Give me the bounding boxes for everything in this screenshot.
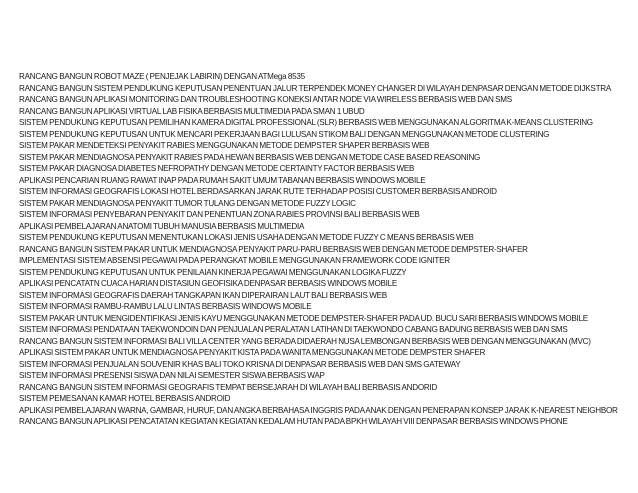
title-line: APLIKASI PENCARIAN RUANG RAWAT INAP PADA RUMAH SAKIT UMUM TABANAN BERBASIS WINDOWS MOBILE [19,175,426,185]
title-line: RANCANG BANGUN SISTEM INFORMASI GEOGRAFIS TEMPAT BERSEJARAH DI WILAYAH BALI BERBASIS ANDORID [19,382,438,392]
title-line: SISTEM PAKAR MENDIAGNOSA PENYAKIT RABIES PADA HEWAN BERBASIS WEB DENGAN METODE CASE BASED REASONING [19,152,481,162]
title-line: APLIKASI PEMBELAJARAN WARNA, GAMBAR, HURUF, DAN ANGKA BERBAHASA INGGRIS PADA ANAK DENGAN PENERAPAN KONSEP JARAK K-NEAREST NEIGHBOR [19,405,618,415]
title-line: APLIKASI PENCATATN CUACA HARIAN DISTASIUN GEOFISIKA DENPASAR BERBASIS WINDOWS MOBILE [19,279,398,289]
title-line: SISTEM PAKAR UNTUK MENGIDENTIFIKASI JENIS KAYU MENGGUNAKAN METODE DEMPSTER-SHAFER PADA UD. BUCU SARI BERBASIS WINDOWS MOBILE [19,313,588,323]
title-line: SISTEM INFORMASI PENDATAAN TAEKWONDOIN DAN PENJUALAN PERALATAN LATIHAN DI TAEKWONDO CABANG BADUNG BERBASIS WEB DAN SMS [19,325,568,335]
title-line: RANCANG BANGUN SISTEM PAKAR UNTUK MENDIAGNOSA PENYAKIT PARU-PARU BERBASIS WEB DENGAN METODE DEMPSTER-SHAFER [19,244,528,254]
title-line: IMPLEMENTASI SISTEM ABSENSI PEGAWAI PADA PERANGKAT MOBILE MENGGUNAKAN FRAMEWORK CODE IGNITER [19,256,450,266]
title-line: RANCANG BANGUN APLIKASI PENCATATAN KEGIATAN KEGIATAN KEDALAM HUTAN PADA BPKH WILAYAH VIII DENPASAR BERBASIS WINDOWS PHONE [19,417,568,427]
title-line: SISTEM PAKAR MENDETEKSI PENYAKIT RABIES MENGGUNAKAN METODE DEMPSTER SHAPER BERBASIS WEB [19,141,430,151]
title-line: SISTEM PENDUKUNG KEPUTUSAN PEMILIHAN KAMERA DIGITAL PROFESSIONAL (SLR) BERBASIS WEB MENGGUNAKAN ALGORITMA K-MEANS CLUSTERING [19,118,593,128]
title-line: APLIKASI SISTEM PAKAR UNTUK MENDIAGNOSA PENYAKIT KISTA PADA WANITA MENGGUNAKAN METODE DEMPSTER SHAFER [19,348,486,358]
title-line: SISTEM PAKAR DIAGNOSA DIABETES NEFROPATHY DENGAN METODE CERTAINTY FACTOR BERBASIS WEB [19,164,415,174]
title-line: RANCANG BANGUN SISTEM INFORMASI BALI VILLA CENTER YANG BERADA DIDAERAH NUSA LEMBONGAN BERBASIS WEB DENGAN MENGGUNAKAN (MVC) [19,336,591,346]
title-line: SISTEM PAKAR MENDIAGNOSA PENYAKIT TUMOR TULANG DENGAN METODE FUZZY LOGIC [19,198,356,208]
title-line: SISTEM INFORMASI GEOGRAFIS DAERAH TANGKAPAN IKAN DIPERAIRAN LAUT BALI BERBASIS WEB [19,290,387,300]
title-line: SISTEM PENDUKUNG KEPUTUSAN MENENTUKAN LOKASI JENIS USAHA DENGAN METODE FUZZY C MEANS BERBASIS WEB [19,233,474,243]
title-line: SISTEM PENDUKUNG KEPUTUSAN UNTUK MENCARI PEKERJAAN BAGI LULUSAN STIKOM BALI DENGAN MENGGUNAKAN METODE CLUSTERING [19,129,550,139]
title-line: SISTEM INFORMASI PENYEBARAN PENYAKIT DAN PENENTUAN ZONA RABIES PROVINSI BALI BERBASIS WEB [19,210,420,220]
title-line: SISTEM INFORMASI PRESENSI SISWA DAN NILAI SEMESTER SISWA BERBASIS WAP [19,371,325,381]
title-line: SISTEM INFORMASI GEOGRAFIS LOKASI HOTEL BERDASARKAN JARAK RUTE TERHADAP POSISI CUSTOMER BERBASIS ANDROID [19,187,497,197]
title-line: SISTEM INFORMASI PENJUALAN SOUVENIR KHAS BALI TOKO KRISNA DI DENPASAR BERBASIS WEB DAN SMS GATEWAY [19,359,461,369]
title-line: SISTEM INFORMASI RAMBU-RAMBU LALU LINTAS BERBASIS WINDOWS MOBILE [19,302,312,312]
title-line: RANCANG BANGUN SISTEM PENDUKUNG KEPUTUSAN PENENTUAN JALUR TERPENDEK MONEY CHANGER DI WILAYAH DENPASAR DENGAN METODE DIJKSTRA [19,83,612,93]
title-line: RANCANG BANGUN ROBOT MAZE ( PENJEJAK LABIRIN) DENGAN ATMega 8535 [19,72,305,81]
title-line: RANCANG BANGUN APLIKASI VIRTUAL LAB FISIKA BERBASIS MULTIMEDIA PADA SMAN 1 UBUD [19,106,365,116]
title-line: SISTEM PENDUKUNG KEPUTUSAN UNTUK PENILAIAN KINERJA PEGAWAI MENGGUNAKAN LOGIKA FUZZY [19,267,407,277]
title-line: APLIKASI PEMBELAJARAN ANATOMI TUBUH MANUSIA BERBASIS MULTIMEDIA [19,221,305,231]
title-line: RANCANG BANGUN APLIKASI MONITORING DAN TROUBLESHOOTING KONEKSI ANTAR NODE VIA WIRELESS BERBASIS WEB DAN SMS [19,95,512,105]
thesis-title-list [19,71,631,428]
title-line: SISTEM PEMESANAN KAMAR HOTEL BERBASIS ANDROID [19,394,231,404]
